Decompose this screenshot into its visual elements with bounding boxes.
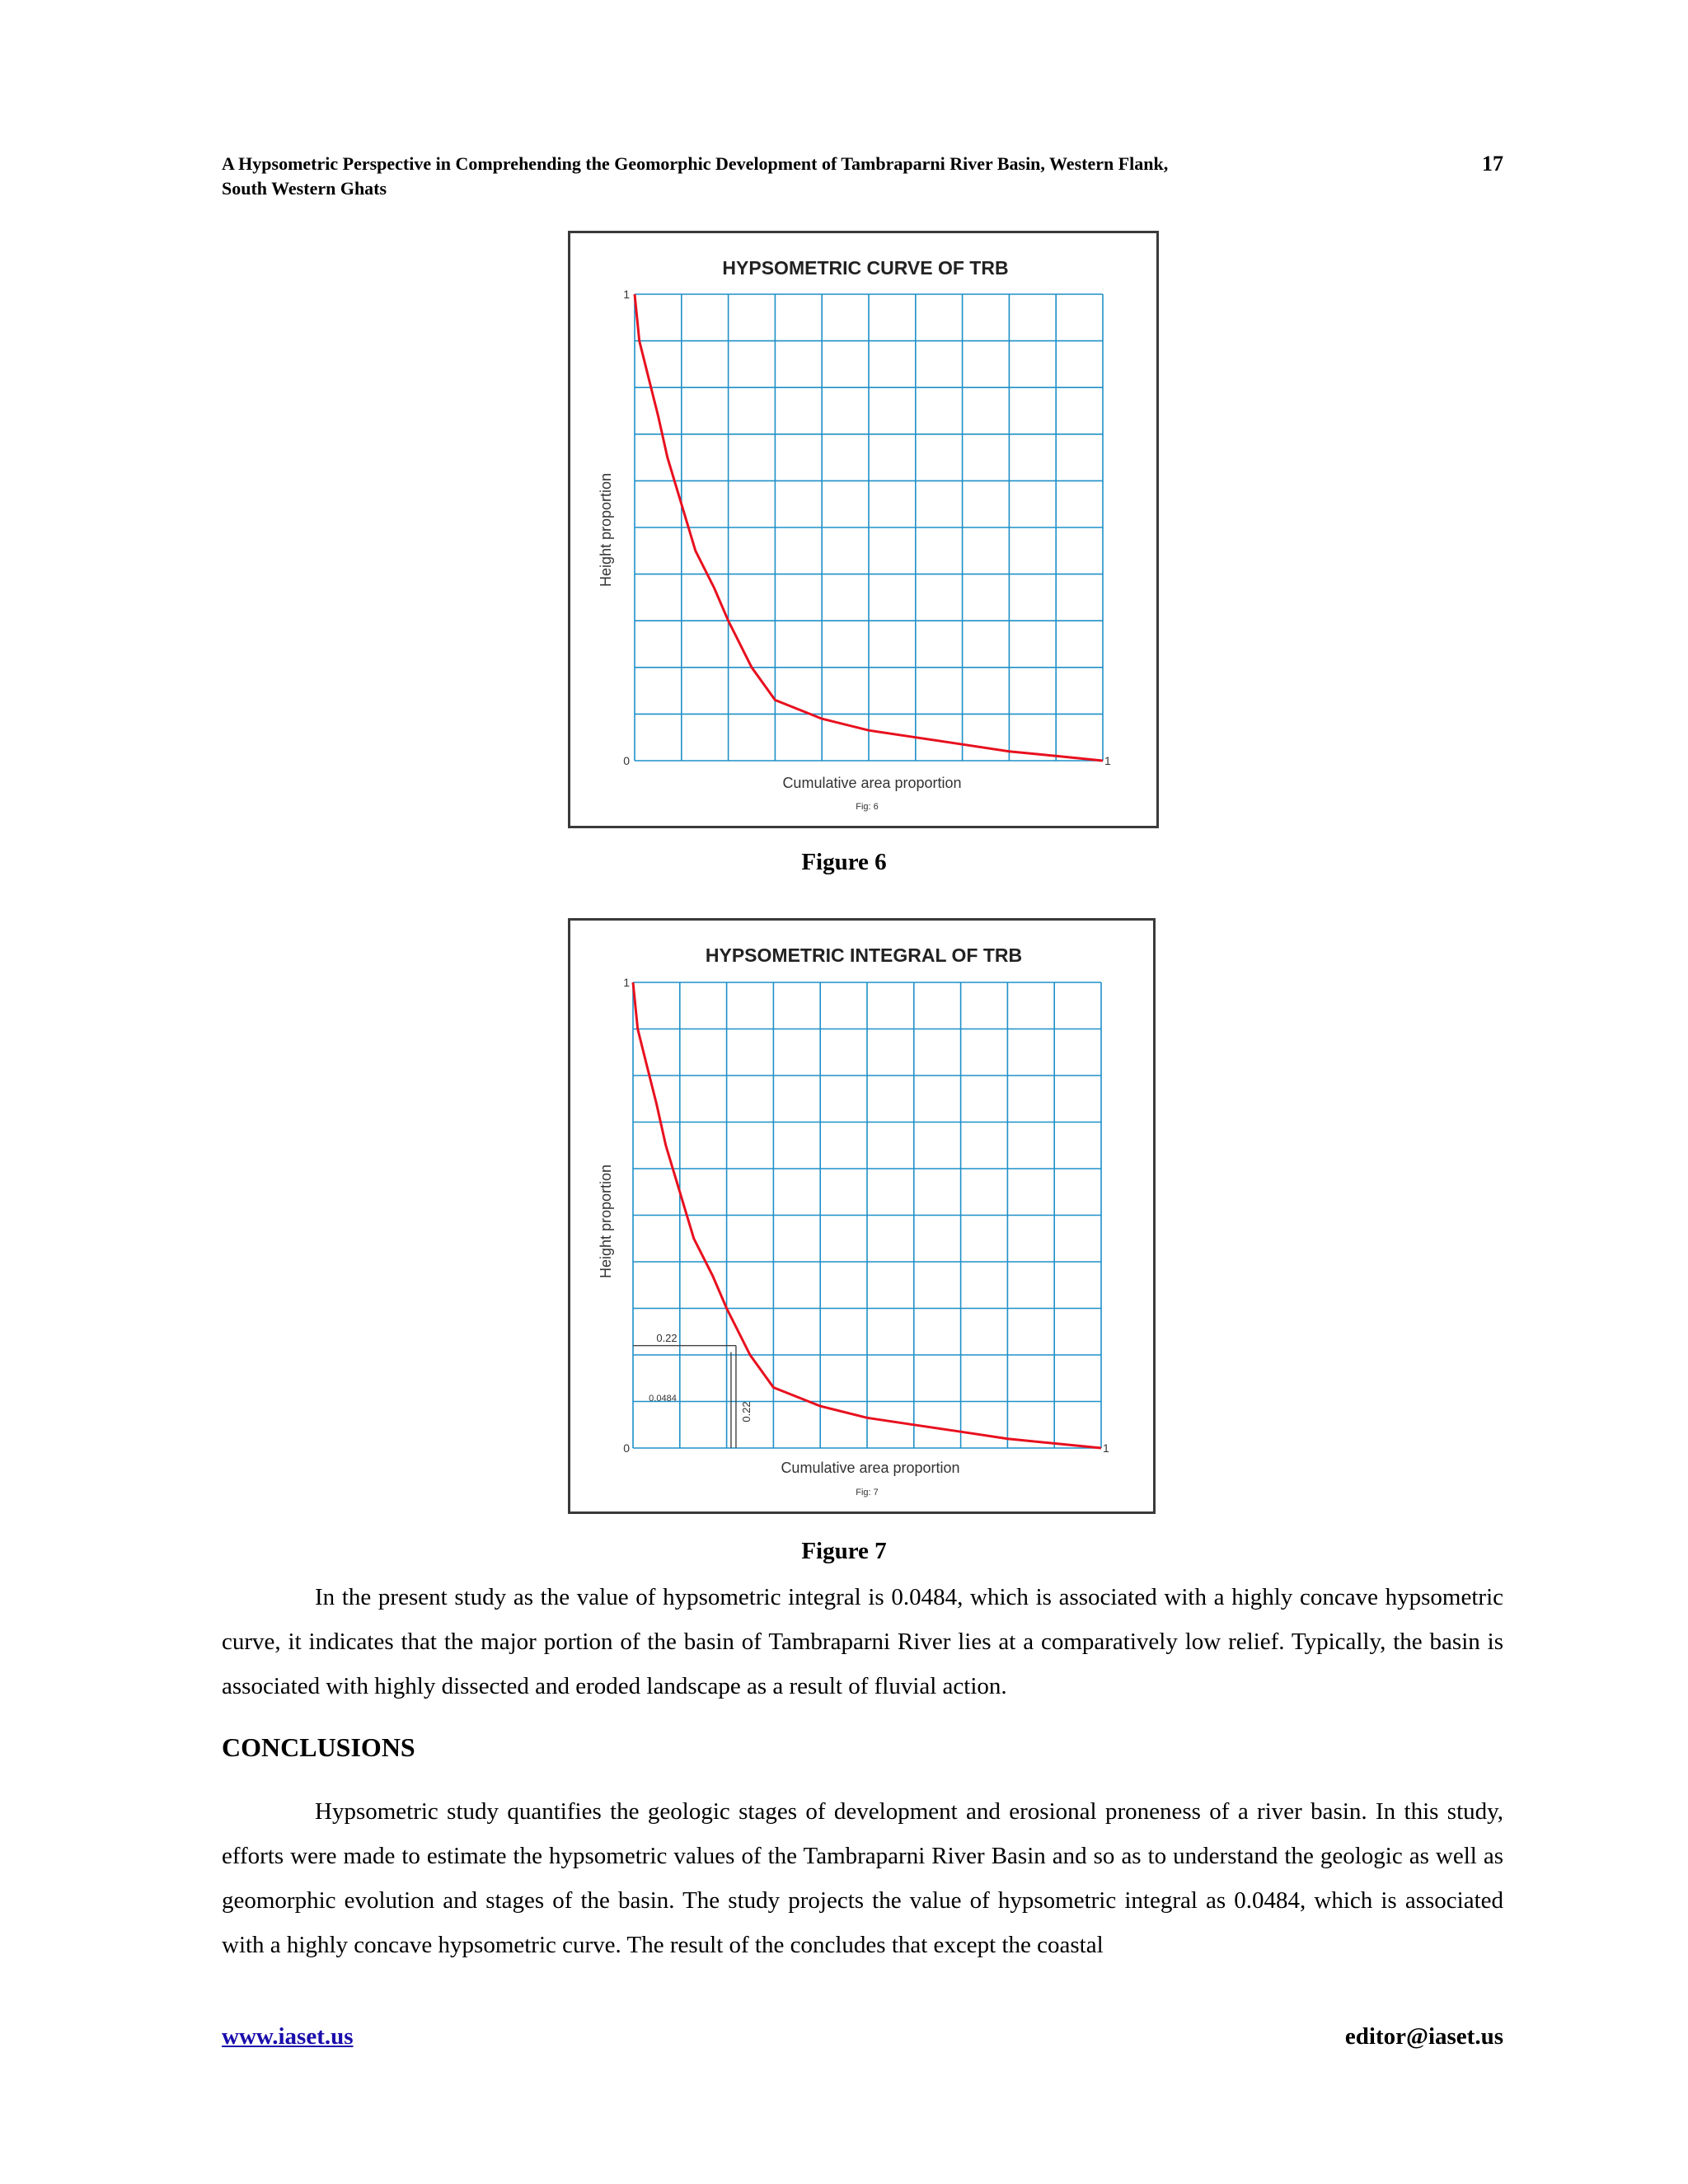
y-tick-min: 0 xyxy=(623,1441,630,1455)
v-ref-label: 0.22 xyxy=(740,1401,753,1422)
chart-grid xyxy=(633,982,1101,1448)
page-number: 17 xyxy=(1482,152,1503,176)
chart-grid xyxy=(635,294,1103,761)
chart-title: HYPSOMETRIC INTEGRAL OF TRB xyxy=(705,944,1023,966)
body-paragraph-2: Hypsometric study quantifies the geologic stages of development and erosional proneness of a river basin. In this study, efforts were made to estimate the hypsometric values of the Tambraparni River Basin and so as to understand the geologic as well as geomorphic evolution and stages of the basin. The study projects the value of hypsometric integral as 0.0484, which is associated with a highly concave hypsometric curve. The result of the concludes that except the coastal xyxy=(222,1798,1503,1958)
y-axis-label: Height proportion xyxy=(598,1164,614,1279)
figure-7-svg xyxy=(570,921,1158,1516)
figure-7-caption: Figure 7 xyxy=(801,1538,887,1564)
x-tick-max: 1 xyxy=(1104,754,1111,767)
page-header xyxy=(222,152,1503,201)
x-axis-label: Cumulative area proportion xyxy=(782,775,962,791)
footer-website-link[interactable]: www.iaset.us xyxy=(222,2023,354,2050)
running-title: A Hypsometric Perspective in Comprehending the Geomorphic Development of Tambraparni River Basin, Western Flank, South Western Ghats xyxy=(222,153,1169,199)
y-tick-max: 1 xyxy=(623,288,630,301)
section-heading-conclusions: CONCLUSIONS xyxy=(222,1732,415,1762)
figure-7-chart xyxy=(568,918,1156,1514)
body-paragraph-1: In the present study as the value of hypsometric integral is 0.0484, which is associated with a highly concave hypsometric curve, it indicates that the major portion of the basin of Tambraparni River lies at a comparatively low relief. Typically, the basin is associated with highly dissected and eroded landscape as a result of fluvial action. xyxy=(222,1584,1503,1699)
figure-6-svg xyxy=(570,233,1161,831)
x-tick-max: 1 xyxy=(1103,1441,1109,1455)
inner-fig-label: Fig: 6 xyxy=(856,802,879,812)
y-tick-max: 1 xyxy=(623,976,630,989)
y-tick-min: 0 xyxy=(623,754,630,767)
figure-6-chart xyxy=(568,231,1159,828)
chart-title: HYPSOMETRIC CURVE OF TRB xyxy=(722,257,1009,279)
integral-value-label: 0.0484 xyxy=(649,1394,677,1404)
y-axis-label: Height proportion xyxy=(598,472,614,588)
footer-email: editor@iaset.us xyxy=(1344,2023,1503,2050)
figure-6-caption: Figure 6 xyxy=(801,849,887,875)
inner-fig-label: Fig: 7 xyxy=(856,1488,879,1497)
x-axis-label: Cumulative area proportion xyxy=(781,1460,960,1476)
h-ref-label: 0.22 xyxy=(656,1332,678,1344)
